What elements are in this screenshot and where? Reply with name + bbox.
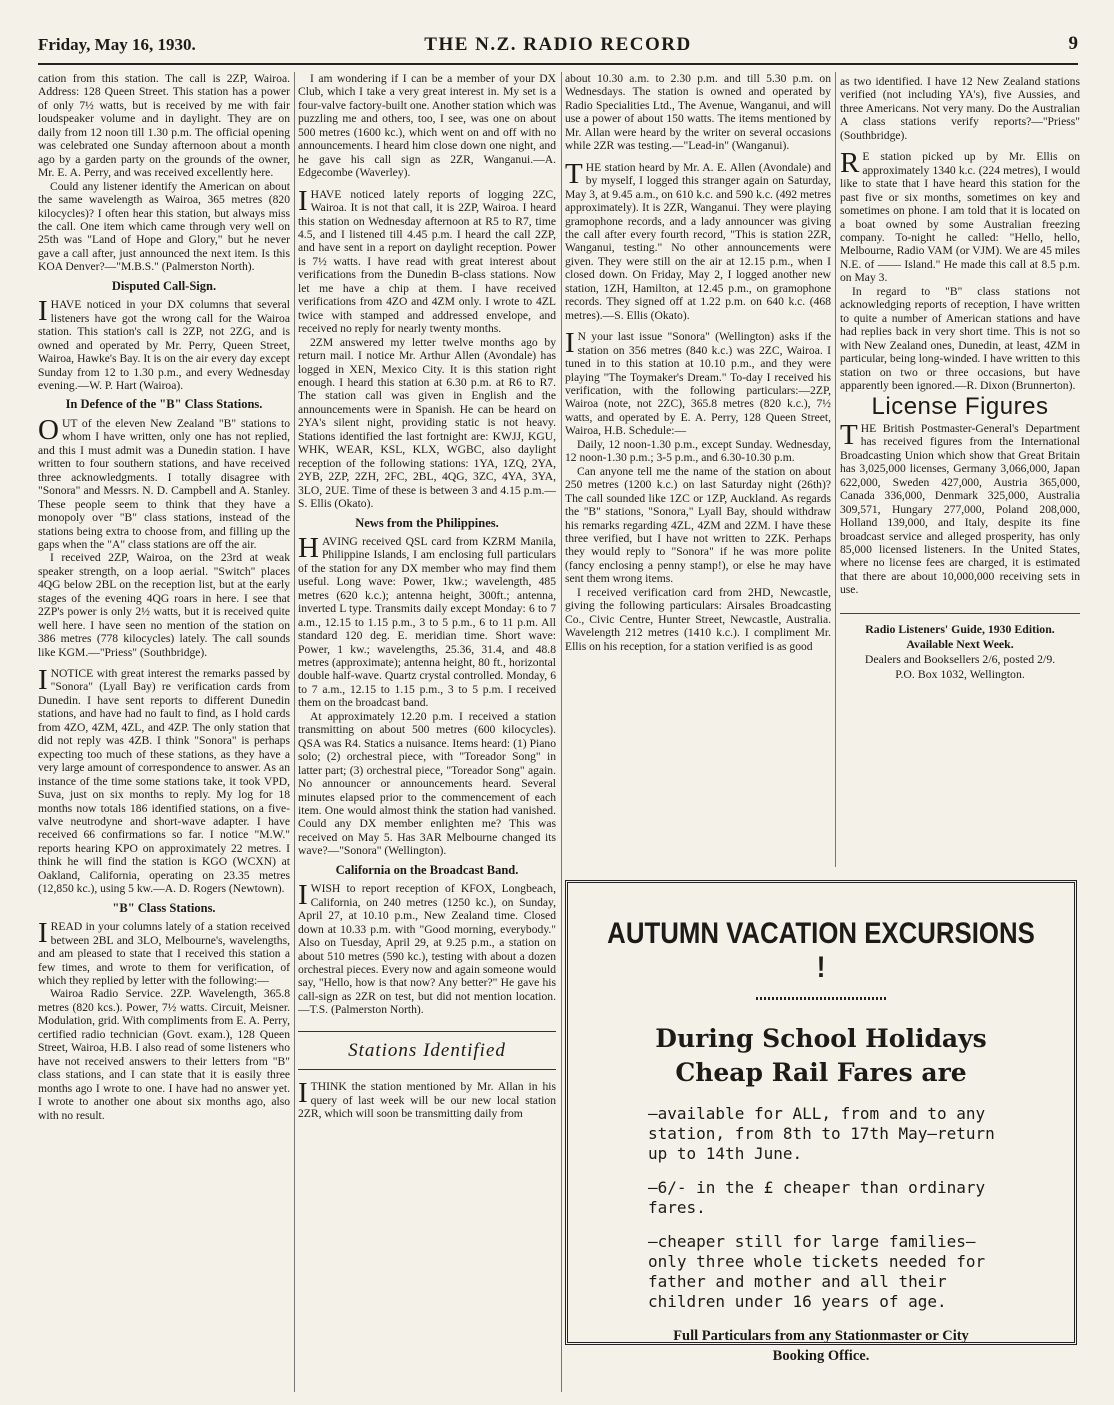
section-heading: In Defence of the "B" Class Stations. bbox=[65, 397, 263, 412]
article-paragraph: HAVING received QSL card from KZRM Manila, Philippine Islands, I am enclosing full particulars of the station for any DX member who may find them useful. Long wave: Power, 1kw.; wavelength, 485 metres (620 k.c.); antenna height, 300ft.; antenna, inverted L type. Transmits daily except Monday: 6 to 7 a.m., 12.15 to 1.15 p.m., 3 to 5 p.m., 6 to 11 p.m. All standard 120 deg. E. meridian time. Short wave: Power, 1 kw.; wavelengths, 25.36, 31.4, and 48.8 metres (approximate); antenna height, 80 ft., horizontal double half-wave. Quartz crystal controlled. Monday, 6 to 7 a.m., 12.15 to 1.15 p.m., 3 to 5 p.m. I received them on the broadcast band. bbox=[298, 531, 556, 710]
guide-availability: Available Next Week. bbox=[906, 636, 1014, 651]
column-1 bbox=[38, 72, 290, 1397]
drop-cap: T bbox=[840, 418, 858, 451]
ad-paragraph: —available for ALL, from and to any station, from 8th to 17th May—return up to 14th June. bbox=[648, 1104, 995, 1163]
article-paragraph: cation from this station. The call is 2ZP, Wairoa. Address: 128 Queen Street. This station has a power of only 7½ watts, but is received by me with fair loudspeaker volume and in daylight. They are on daily from 12 noon till 1.30 p.m. The official opening was celebrated one Sunday afternoon about a month ago by a garden party on the grounds of the owner, Mr. E. A. Perry, and was received excellently here. bbox=[38, 72, 290, 180]
drop-cap: T bbox=[565, 157, 583, 190]
publication-title: THE N.Z. RADIO RECORD bbox=[424, 34, 692, 55]
column-2 bbox=[298, 72, 556, 1397]
section-heading: Disputed Call-Sign. bbox=[111, 278, 217, 293]
column-rule bbox=[294, 72, 295, 1392]
drop-cap: I bbox=[298, 1077, 308, 1110]
article-paragraph: 2ZM answered my letter twelve months ago by return mail. I notice Mr. Arthur Allen (Avondale) has logged in XEN, Mexico City. It is this station right enough. I heard this station at 6.30 p.m. at R6 to R7. The station call was given in English and the announcements were in Spanish. He can be heard on 2YA's silent night, providing static is not heavy. Stations identified the last fortnight are: KWJJ, KGU, WHK, WEAR, KSL, KLX, WGBC, also daylight reception of the following stations: 1YA, 1ZQ, 2YA, 2YB, 2ZP, 2ZH, 2FC, 2BL, 4QG, 3ZC, 4YA, 3YA, 3LO, 2UE. Time of these is between 3 and 4.15 p.m.—S. Ellis (Okato). bbox=[298, 335, 556, 511]
guide-title: Radio Listeners' Guide, 1930 Edition. bbox=[865, 621, 1055, 636]
drop-cap: I bbox=[38, 295, 48, 328]
article-paragraph: I received verification card from 2HD, Newcastle, giving the following particulars: Airsales Broadcasting Co., Civic Centre, Hunter Street, Newcastle, Australia. Wavelength 212 metres (1410 k.c.). I compliment Mr. Ellis on his reception, for a station verified is as good bbox=[565, 585, 831, 653]
ad-divider bbox=[756, 997, 886, 1000]
article-paragraph: R E station picked up by Mr. Ellis on approximately 1340 k.c. (224 metres), I would like to state that I have heard this station for the past five or six months, sometimes on key and sometimes on phone. I am told that it is located on a boat owned by some Australian freezing company. To-night he called: "Hello, hello, Melbourne, Radio VAM (or VJM). We are 45 miles N.E. of —— Island." He made this call at 8.5 p.m. on May 3. bbox=[840, 147, 1080, 285]
ad-subheading-line: Cheap Rail Fares are bbox=[675, 1058, 967, 1087]
page-number: 9 bbox=[1068, 33, 1078, 54]
section-heading: Stations Identified bbox=[298, 1031, 556, 1070]
ad-footer-line: Full Particulars from any Stationmaster or City bbox=[673, 1328, 969, 1344]
article-paragraph: IWISH to report reception of KFOX, Longbeach, California, on 240 metres (1250 kc.), on Sunday, April 27, at 10.10 p.m., New Zealand time. Closed down at 10.33 p.m. with "Good morning, everybody." Also on Tuesday, April 29, at 9.25 p.m., a station on about 510 metres (590 kc.), testing with about a dozen orchestral pieces. Every now and again someone would say, "Hello, how is that now? Any better?" He gave his call-sign as 2ZR on test, but did not mention location.—T.S. (Palmerston North). bbox=[298, 879, 556, 1017]
ad-headline: AUTUMN VACATION EXCURSIONS ! bbox=[607, 917, 1035, 984]
drop-cap: I bbox=[298, 879, 308, 912]
article-paragraph: INOTICE with great interest the remarks passed by "Sonora" (Lyall Bay) re verification cards from Dunedin. I have sent reports to different Dunedin stations, and have had no fault to find, as I hold cards from 4ZO, 4ZM, 4ZL, and 4ZP. The only station that did not reply was 4ZB. I think "Sonora" is perhaps expecting too much of these stations, as they have a very large amount of correspondence to answer. As an instance of the time some stations take, it took VPD, Suva, just on six months to reply. My log for 18 months now totals 186 identified stations, on a five-valve neutrodyne and short-wave adapter. I have received 66 confirmations so far. I notice "M.W." reports hearing KPO on approximately 22 metres. I think he will find the station is KGO (WCXN) at Oakland, California, operating on 23.35 metres (12,850 kc.), using 5 kw.—A. D. Rogers (Newtown). bbox=[38, 664, 290, 896]
listeners-guide-notice bbox=[840, 613, 1080, 682]
issue-date: Friday, May 16, 1930. bbox=[38, 35, 196, 54]
article-paragraph: THE station heard by Mr. A. E. Allen (Avondale) and by myself, I logged this stranger again on Saturday, May 3, at 9.45 a.m., on 610 k.c. and 590 k.c. (492 metres approximately). It is 2ZR, Wanganui. They were playing gramophone records, and a lady announcer was giving the call after every fourth record, "This is station 2ZR, Wanganui, testing." No other announcements were given. They were still on the air at 12.15 p.m., when I closed down. On Friday, May 2, I logged another new station, 1ZH, Hamilton, at 12.45 p.m., on gramophone records. They signed off at 1.22 p.m. on 640 k.c. (468 metres).—S. Ellis (Okato). bbox=[565, 157, 831, 322]
article-paragraph: about 10.30 a.m. to 2.30 p.m. and till 5.30 p.m. on Wednesdays. The station is owned and operated by Radio Specialities Ltd., The Avenue, Wanganui, and will use a power of about 150 watts. The items mentioned by Mr. Allan were heard by the writer on several occasions while 2ZR was testing.—"Lead-in" (Wanganui). bbox=[565, 72, 831, 153]
article-paragraph: Could any listener identify the American on about the same wavelength as Wairoa, 365 metres (820 kilocycles)? I often hear this station, but always miss the call. One item which came through very well on 25th was "Land of Hope and Glory," but he never gave a call after, just announced the next item. Is this KOA Denver?—"M.B.S." (Palmerston North). bbox=[38, 179, 290, 274]
drop-cap: I bbox=[38, 917, 48, 950]
article-paragraph: THE British Postmaster-General's Department has received figures from the International Broadcasting Union which show that Great Britain has 3,025,000 licenses, Germany 3,066,000, Japan 622,000, Sweden 427,000, Austria 365,000, Canada 336,000, Denmark 325,000, Australia 309,571, Hungary 277,000, Poland 208,000, Holland 139,000, and Italy, despite its fine broadcast service and alleged prosperity, has only 85,000 licensed listeners. In the United States, where no license fees are charged, it is estimated that there are about 10,000,000 receiving sets in use. bbox=[840, 418, 1080, 597]
drop-cap: H bbox=[298, 531, 319, 564]
license-figures-heading: License Figures bbox=[871, 393, 1049, 421]
section-heading: News from the Philippines. bbox=[355, 515, 499, 530]
page-header bbox=[38, 33, 1078, 65]
article-paragraph: OUT of the eleven New Zealand "B" stations to whom I have written, only one has not replied, and this I must admit was a Dunedin station. I have written to four southern stations, and have received three acknowledgments. I totally disagree with "Sonora" and Messrs. N. D. Campbell and A. Stanley. These people seem to think that they have a monopoly over "B" class stations, instead of the stations being extra to choose from, and filling up the gaps when the "A" class stations are off the air. bbox=[38, 413, 290, 551]
ad-body bbox=[648, 1104, 1008, 1312]
ad-footer-line: Booking Office. bbox=[772, 1348, 870, 1364]
drop-cap: I bbox=[565, 327, 575, 360]
guide-price: Dealers and Booksellers 2/6, posted 2/9. bbox=[864, 651, 1056, 666]
ad-subheading-line: During School Holidays bbox=[655, 1024, 987, 1053]
article-paragraph: At approximately 12.20 p.m. I received a station transmitting on about 500 metres (600 kilocycles). QSA was R4. Statics a nuisance. Items heard: (1) Piano solo; (2) orchestral piece, with "Toreador Song" in latter part; (3) orchestral piece, "Toreador Song" again. No announcer or announcements heard. Several minutes elapsed prior to the commencement of each item. One would almost think the station had vanished. Could any DX member enlighten me? This was received on May 5. Has 3AR Melbourne changed its wave?—"Sonora" (Wellington). bbox=[298, 709, 556, 858]
drop-cap: O bbox=[38, 413, 59, 446]
article-paragraph: I received 2ZP, Wairoa, on the 23rd at weak speaker strength, on a loop aerial. "Switch" places 4QG below 2BL on the reception list, but at the early stages of the evening 4QG roars in here. I see that 2ZP's power is only 2½ watts, but it is received quite well here. I have seen no mention of the station on 386 metres (778 kilocycles) lately. The call sounds like KGM.—"Priess" (Southbridge). bbox=[38, 551, 290, 659]
drop-cap: R bbox=[840, 147, 860, 180]
ad-subheading bbox=[568, 1022, 1074, 1090]
guide-address: P.O. Box 1032, Wellington. bbox=[895, 666, 1025, 681]
article-paragraph: IHAVE noticed in your DX columns that several listeners have got the wrong call for the Wairoa station. This station's call is 2ZP, not 2ZG, and is owned and operated by Mr. Perry, Queen Street, Wairoa, Hawke's Bay. It is on the air every day except Sunday from 12 to 1.30 p.m., and every Wednesday evening.—W. P. Hart (Wairoa). bbox=[38, 295, 290, 392]
article-paragraph: IREAD in your columns lately of a station received between 2BL and 3LO, Melbourne's, wavelengths, and am pleased to state that I received this station a few times, and wrote to them for verification, of which they replied by letter with the following:— bbox=[38, 917, 290, 987]
column-rule bbox=[561, 72, 562, 1392]
ad-paragraph: —cheaper still for large families—only three whole tickets needed for father and mother and all their children under 16 years of age. bbox=[648, 1232, 986, 1311]
article-paragraph: as two identified. I have 12 New Zealand stations verified (not including YA's), five Aussies, and three Americans. Not very many. Do the Australian A class stations verify reports?—"Priess" (Southbridge). bbox=[840, 75, 1080, 142]
article-paragraph: Daily, 12 noon-1.30 p.m., except Sunday. Wednesday, 12 noon-1.30 p.m.; 3-5 p.m., and 6.30-10.30 p.m. bbox=[565, 437, 831, 465]
article-paragraph: IHAVE noticed lately reports of logging 2ZC, Wairoa. It is not that call, it is 2ZP, Wairoa. I heard this station on Wednesday afternoon at R5 to R7, time 4.5, and I listened till 4.45 p.m. I heard the call 2ZP, and have sent in a report on daylight reception. Power is 7½ watts. I have read with great interest about verifications from the Dunedin B-class stations. Now let me have a chip at them. I have received verifications from 4ZO and 4ZM only. I wrote to 4ZL twice with stamped and addressed envelope, and received no reply for nearly twenty months. bbox=[298, 184, 556, 336]
ad-footer bbox=[568, 1326, 1074, 1366]
drop-cap: I bbox=[298, 184, 308, 217]
article-paragraph: I N your last issue "Sonora" (Wellington) asks if the station on 356 metres (840 k.c.) was 2ZC, Wairoa. I tuned in to this station at 10.10 p.m., and they were playing "The Toymaker's Dream." To-day I received his verification, with the following particulars:—2ZP, Wairoa (note, not 2ZC), 365.8 metres (820 k.c.), 7½ watts, and operated by E. A. Perry, 128 Queen Street, Wairoa, H.B. Schedule:— bbox=[565, 327, 831, 438]
ad-paragraph: —6/- in the £ cheaper than ordinary fares. bbox=[648, 1178, 986, 1217]
drop-cap: I bbox=[38, 664, 48, 697]
section-heading: California on the Broadcast Band. bbox=[335, 862, 519, 877]
article-paragraph: In regard to "B" class stations not acknowledging reports of reception, I have written to quite a number of American stations and have had replies back in very short time. This is not so with New Zealand ones, Dunedin, at least, 4ZM in particular, being long-winded. I have written to this station on two or three occasions, but have apparently been ignored.—R. Dixon (Brunnerton). bbox=[840, 284, 1080, 392]
section-heading: "B" Class Stations. bbox=[112, 900, 216, 915]
rail-excursion-advertisement bbox=[565, 880, 1077, 1364]
article-paragraph: Wairoa Radio Service. 2ZP. Wavelength, 365.8 metres (820 kcs.). Power, 7½ watts. Circuit, Meisner. Modulation, grid. With compliments from E. A. Perry, certified radio technician (Govt. exam.), 128 Queen Street, Wairoa, H.B. I also read of some listeners who have not received answers to their letters from "B" class stations, and I can state that it is easily three months ago I wrote to one. I have had no answer yet. I wrote to another one about six months ago, also with no result. bbox=[38, 987, 290, 1122]
column-rule bbox=[835, 72, 836, 867]
column-3 bbox=[565, 72, 831, 872]
article-paragraph: ITHINK the station mentioned by Mr. Allan in his query of last week will be our new local station 2ZR, which will soon be transmitting daily from bbox=[298, 1077, 556, 1121]
article-paragraph: I am wondering if I can be a member of your DX Club, which I take a very great interest in. My set is a four-valve factory-built one. Another station which was puzzling me and others, too, I see, was one on about 500 metres (1600 kc.), which went on and off with no announcements. I heard him close down one night, and he gave his call sign as 2ZR, Wanganui.—A. Edgecombe (Waverley). bbox=[298, 72, 556, 180]
article-paragraph: Can anyone tell me the name of the station on about 250 metres (1200 k.c.) on last Saturday night (26th)? The call sounded like 1ZC or 1ZP, Auckland. As regards the "B" stations, "Sonora," Lyall Bay, should withdraw his remarks regarding 4ZL, 4ZM and 2ZM. I have these three verified, but I have not written to 2ZK. Perhaps they would reply to "Sonora" if he was more polite (fancy enclosing a penny stamp!), or else he may have sent them wrong items. bbox=[565, 464, 831, 586]
column-4 bbox=[840, 75, 1080, 855]
